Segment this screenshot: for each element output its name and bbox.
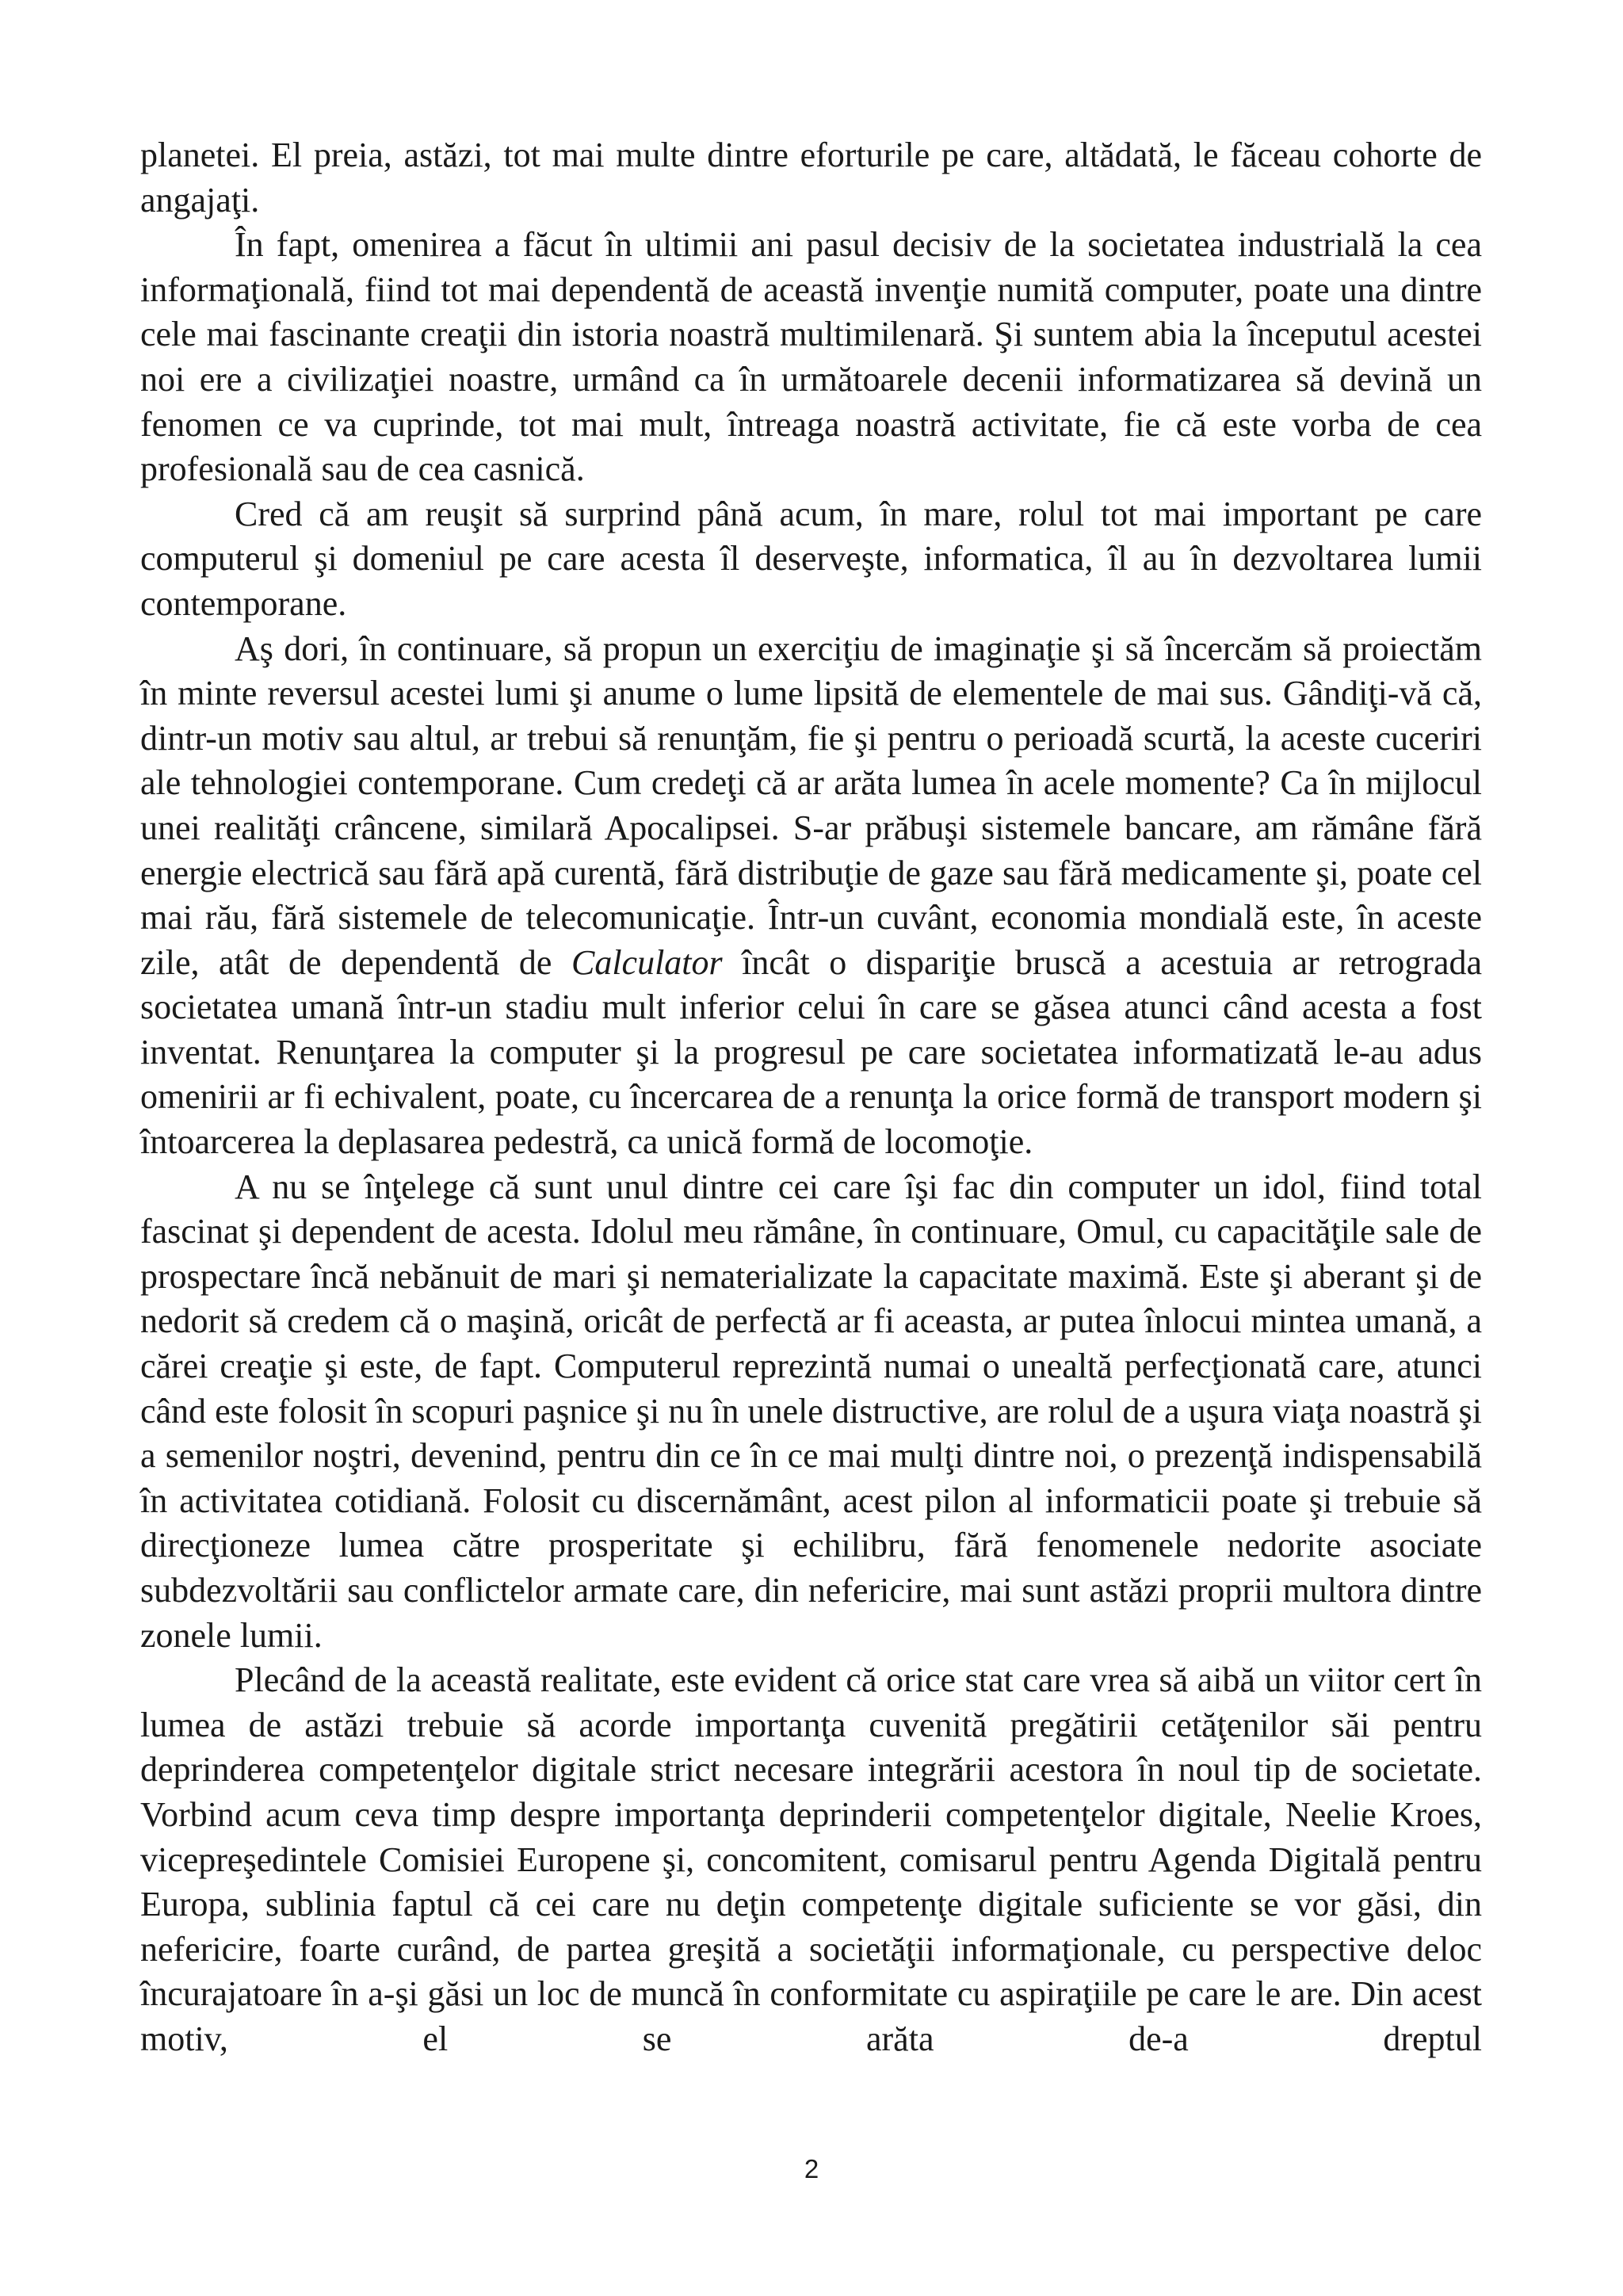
page-number: 2 — [804, 2154, 819, 2183]
italic-term: Calculator — [571, 942, 723, 982]
paragraph: A nu se înţelege că sunt unul dintre cei care îşi fac din computer un idol, fiind total fascinat şi dependent de acesta. Idolul meu rămâne, în continuare, Omul, cu capacităţile sale de prospectare încă nebănuit de mari şi nematerializate la capacitate maximă. Este şi aberant şi de nedorit să credem că o maşină, oricât de perfectă ar fi aceasta, ar putea înlocui mintea umană, a cărei creaţie şi este, de fapt. Computerul reprezintă numai o unealtă perfecţionată care, atunci când este folosit în scopuri paşnice şi nu în unele distructive, are rolul de a uşura viaţa noastră şi a semenilor noştri, devenind, pentru din ce în ce mai mulţi dintre noi, o prezenţă indispensabilă în activitatea cotidiană. Folosit cu discernământ, acest pilon al informaticii poate şi trebuie să direcţioneze lumea către prosperitate şi echilibru, fără fenomenele nedorite asociate subdezvoltării sau conflictelor armate care, din nefericire, mai sunt astăzi proprii multora dintre zonele lumii. — [140, 1167, 1482, 1655]
paragraph-text: Aş dori, în continuare, să propun un exerciţiu de imaginaţie şi să încercăm să proiectăm în minte reversul acestei lumi şi anume o lume lipsită de elementele de mai sus. Gândiţi-vă că, dintr-un motiv sau altul, ar trebui să renunţăm, fie şi pentru o perioadă scurtă, la aceste cuceriri ale tehnologiei contemporane. Cum credeţi că ar arăta lumea în acele momente? Ca în mijlocul unei realităţi crâncene, similară Apocalipsei. S-ar prăbuşi sistemele bancare, am rămâne fără energie electrică sau fără apă curentă, fără distribuţie de gaze sau fără medicamente şi, poate cel mai rău, fără sistemele de telecomunicaţie. Într-un cuvânt, economia mondială este, în aceste zile, atât de dependentă de — [140, 628, 1482, 982]
paragraph — [140, 627, 1482, 1165]
paragraph-last: Plecând de la această realitate, este evident că orice stat care vrea să aibă un viitor cert în lumea de astăzi trebuie să acorde importanţa cuvenită pregătirii cetăţenilor săi pentru deprinderea competenţelor digitale strict necesare integrării acestora în noul tip de societate. Vorbind acum ceva timp despre importanţa deprinderii competenţelor digitale, Neelie Kroes, vicepreşedintele Comisiei Europene şi, concomitent, comisarul pentru Agenda Digitală pentru Europa, sublinia faptul că cei care nu deţin competenţe digitale suficiente se vor găsi, din nefericire, foarte curând, de partea greşită a societăţii informaţionale, cu perspective deloc încurajatoare în a-şi găsi un loc de muncă în conformitate cu aspiraţiile pe care le are. Din acest motiv, el se arăta de-a dreptul — [140, 1660, 1482, 2058]
paragraph: Cred că am reuşit să surprind până acum, în mare, rolul tot mai important pe care computerul şi domeniul pe care acesta îl deserveşte, informatica, îl au în dezvoltarea lumii contemporane. — [140, 494, 1482, 623]
body-text — [140, 133, 1482, 2062]
paragraph-text: încât o dispariţie bruscă a acestuia ar retrograda societatea umană într-un stadiu mult inferior celui în care se găsea atunci când acesta a fost inventat. Renunţarea la computer şi la progresul pe care societatea informatizată le-au adus omenirii ar fi echivalent, poate, cu încercarea de a renunţa la orice formă de transport modern şi întoarcerea la deplasarea pedestră, ca unică formă de locomoţie. — [140, 942, 1483, 1162]
paragraph: În fapt, omenirea a făcut în ultimii ani pasul decisiv de la societatea industrială la cea informaţională, fiind tot mai dependentă de această invenţie numită computer, poate una dintre cele mai fascinante creaţii din istoria noastră multimilenară. Şi suntem abia la începutul acestei noi ere a civilizaţiei noastre, urmând ca în următoarele decenii informatizarea să devină un fenomen ce va cuprinde, tot mai mult, întreaga noastră activitate, fie că este vorba de cea profesională sau de cea casnică. — [140, 225, 1482, 489]
paragraph-continuation: planetei. El preia, astăzi, tot mai multe dintre eforturile pe care, altădată, le făceau cohorte de angajaţi. — [140, 136, 1482, 220]
